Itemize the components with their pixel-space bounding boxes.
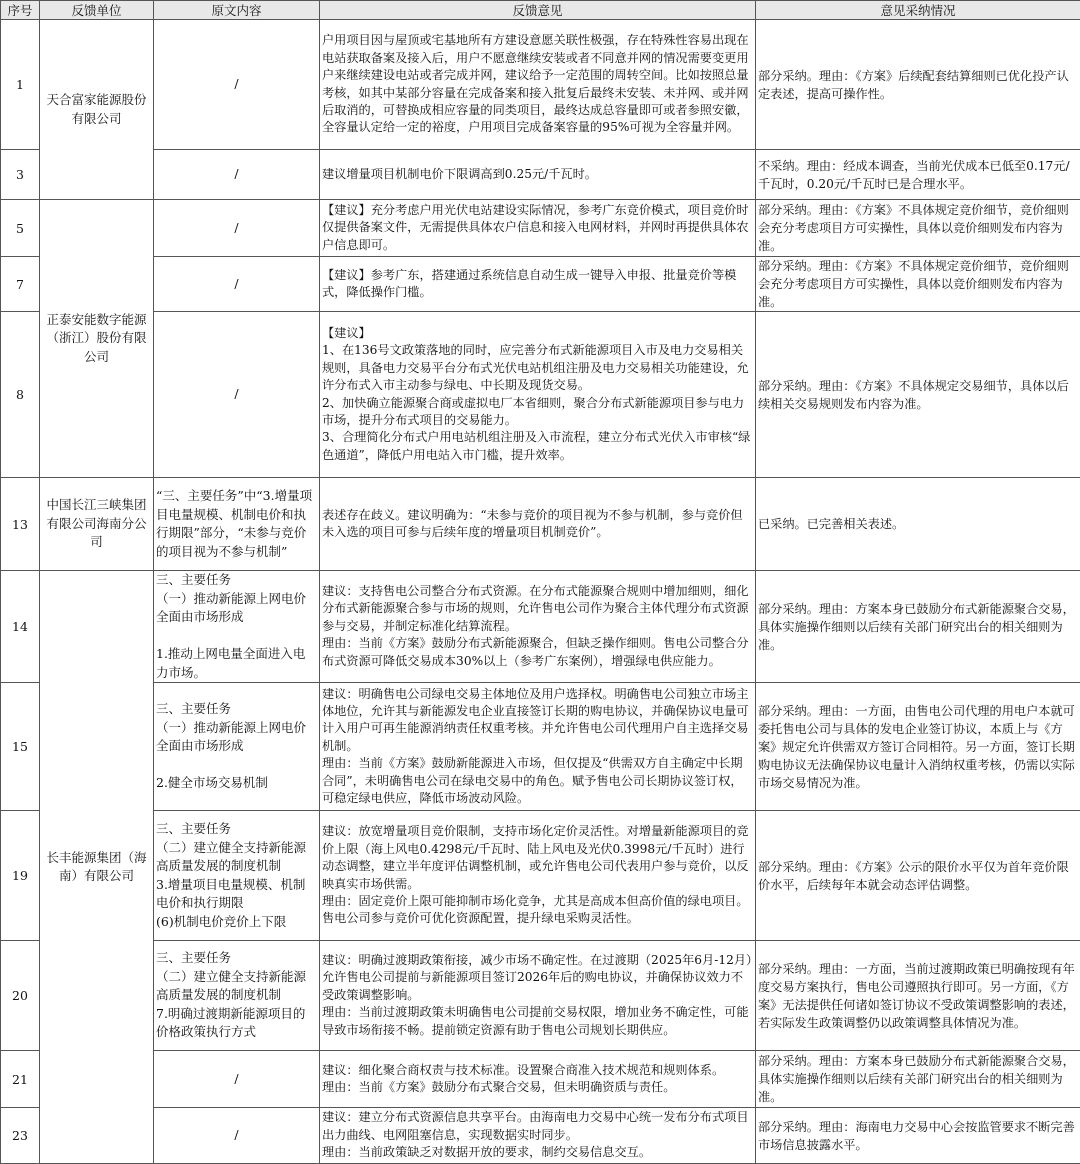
row-number: 13 bbox=[1, 478, 40, 571]
original-text: / bbox=[154, 150, 320, 200]
original-text: / bbox=[154, 1051, 320, 1108]
header-adoption: 意见采纳情况 bbox=[756, 1, 1080, 20]
row-number: 5 bbox=[1, 200, 40, 257]
original-text: “三、主要任务”中“3.增量项目电量规模、机制电价和执行期限”部分，“未参与竞价的项目视为不参与机制” bbox=[156, 487, 317, 561]
original-text: / bbox=[154, 257, 320, 312]
feedback-text: 【建议】充分考虑户用光伏电站建设实际情况，参考广东竞价模式，项目竞价时仅提供备案文件，无需提供具体农户信息和接入电网材料，并网时再提供具体农户信息即可。 bbox=[322, 202, 753, 254]
header-feedback: 反馈意见 bbox=[320, 1, 756, 20]
header-original: 原文内容 bbox=[154, 1, 320, 20]
original-text: 三、主要任务 （二）建立健全支持新能源高质量发展的制度机制 3.增量项目电量规模、机制电价和执行期限 (6)机制电价竞价上下限 bbox=[156, 820, 317, 931]
feedback-text: 建议：细化聚合商权责与技术标准。设置聚合商准入技术规范和规则体系。 理由：当前《方案》鼓励分布式聚合交易，但未明确资质与责任。 bbox=[322, 1062, 753, 1097]
row-number: 23 bbox=[1, 1108, 40, 1164]
feedback-text: 建议：放宽增量项目竞价限制，支持市场化定价灵活性。对增量新能源项目的竞价上限（海上风电0.4298元/千瓦时、陆上风电及光伏0.3998元/千瓦时）进行动态调整，建立半年度评估调整机制，或允许售电公司代表用户参与竞价，以反映真实市场供需。 理由：固定竞价上限可能抑制市场化竞争，尤其是高成本但高价值的绿电项目。售电公司参与竞价可优化资源配置，提升绿电采购灵活性。 bbox=[322, 823, 753, 927]
table-row bbox=[1, 20, 1080, 150]
feedback-text: 建议：建立分布式资源信息共享平台。由海南电力交易中心统一发布分布式项目出力曲线、电网阻塞信息，实现数据实时同步。 理由：当前政策缺乏对数据开放的要求，制约交易信息交互。 bbox=[322, 1109, 753, 1161]
adoption-text: 部分采纳。理由：一方面，由售电公司代理的用电户本就可委托售电公司与具体的发电企业签订协议，本质上与《方案》规定允许供需双方签订合同相符。另一方面，签订长期购电协议无法确保协议电量计入消纳权重考核，仍需以实际市场交易情况为准。 bbox=[758, 702, 1078, 792]
row-number: 15 bbox=[1, 683, 40, 811]
row-number: 19 bbox=[1, 811, 40, 941]
table-row bbox=[1, 1051, 1080, 1108]
original-text: 三、主要任务 （二）建立健全支持新能源高质量发展的制度机制 7.明确过渡期新能源项目的价格政策执行方式 bbox=[156, 949, 317, 1042]
adoption-text: 部分采纳。理由：《方案》后续配套结算细则已优化投产认定表述，提高可操作性。 bbox=[758, 67, 1078, 103]
feedback-text: 建议：明确售电公司绿电交易主体地位及用户选择权。明确售电公司独立市场主体地位，允许其与新能源发电企业直接签订长期的购电协议，并确保协议电量可计入用户可再生能源消纳责任权重考核。并允许售电公司代理用户自主选择交易机制。 理由：当前《方案》鼓励新能源进入市场，但仅提及“供需双方自主确定中长期合同”，未明确售电公司在绿电交易中的角色。赋予售电公司长期协议签订权，可稳定绿电供应，降低市场波动风险。 bbox=[322, 686, 753, 808]
adoption-text: 部分采纳。理由：《方案》不具体规定竞价细节，竞价细则会充分考虑项目方可实操性，具体以竞价细则发布内容为准。 bbox=[758, 201, 1078, 255]
original-text: / bbox=[154, 200, 320, 257]
feedback-unit: 中国长江三峡集团有限公司海南分公司 bbox=[40, 478, 154, 571]
feedback-unit: 长丰能源集团（海南）有限公司 bbox=[40, 571, 154, 1164]
feedback-text: 建议：明确过渡期政策衔接，减少市场不确定性。在过渡期（2025年6月-12月）允许售电公司提前与新能源项目签订2026年后的购电协议，并确保协议效力不受政策调整影响。 理由：当前过渡期政策未明确售电公司提前交易权限，增加业务不确定性，可能导致市场衔接不畅。提前锁定资源有助于售电公司规划长期供应。 bbox=[322, 952, 753, 1039]
table-row bbox=[1, 200, 1080, 257]
feedback-text: 【建议】参考广东，搭建通过系统信息自动生成一键导入申报、批量竞价等模式，降低操作门槛。 bbox=[322, 267, 753, 302]
adoption-text: 部分采纳。理由：方案本身已鼓励分布式新能源聚合交易，具体实施操作细则以后续有关部门研究出台的相关细则为准。 bbox=[758, 600, 1078, 654]
adoption-text: 部分采纳。理由：《方案》公示的限价水平仅为首年竞价限价水平，后续每年本就会动态评估调整。 bbox=[758, 858, 1078, 894]
table-row bbox=[1, 811, 1080, 941]
adoption-text: 不采纳。理由：经成本调查，当前光伏成本已低至0.17元/千瓦时，0.20元/千瓦时已是合理水平。 bbox=[758, 157, 1078, 193]
row-number: 1 bbox=[1, 20, 40, 150]
adoption-text: 部分采纳。理由：《方案》不具体规定交易细节，具体以后续相关交易规则发布内容为准。 bbox=[758, 377, 1078, 413]
header-no: 序号 bbox=[1, 1, 40, 20]
table-row bbox=[1, 257, 1080, 312]
adoption-text: 部分采纳。理由：海南电力交易中心会按监管要求不断完善市场信息披露水平。 bbox=[758, 1118, 1078, 1154]
feedback-text: 建议：支持售电公司整合分布式资源。在分布式能源聚合规则中增加细则，细化分布式新能源聚合参与市场的规则，允许售电公司作为聚合主体代理分布式资源参与交易，并制定标准化结算流程。 理由：当前《方案》鼓励分布式新能源聚合，但缺乏操作细则。售电公司整合分布式资源可降低交易成本30%以上（参考广东案例），增强绿电供应能力。 bbox=[322, 583, 753, 670]
row-number: 3 bbox=[1, 150, 40, 200]
adoption-text: 部分采纳。理由：《方案》不具体规定竞价细节，竞价细则会充分考虑项目方可实操性，具体以竞价细则发布内容为准。 bbox=[758, 257, 1078, 311]
original-text: 三、主要任务 （一）推动新能源上网电价全面由市场形成 2.健全市场交易机制 bbox=[156, 700, 317, 793]
table-row bbox=[1, 150, 1080, 200]
row-number: 20 bbox=[1, 941, 40, 1051]
original-text: / bbox=[154, 312, 320, 478]
table-row bbox=[1, 683, 1080, 811]
feedback-text: 户用项目因与屋顶或宅基地所有方建设意愿关联性极强，存在特殊性容易出现在电站获取备案及接入后，用户不愿意继续安装或者不同意并网的情况需要变更用户来继续建设电站或者完成并网，建议给予一定范围的周转空间。比如按照总量考核，如其中某部分容量在完成备案和接入批复后最终未安装、未并网、或并网后取消的，可替换成相应容量的同类项目，最终达成总容量即可或者参照安徽，全容量认定给一定的裕度，户用项目完成备案容量的95%可视为全容量并网。 bbox=[322, 32, 753, 136]
feedback-text: 建议增量项目机制电价下限调高到0.25元/千瓦时。 bbox=[322, 166, 753, 183]
table-row bbox=[1, 571, 1080, 683]
table-row bbox=[1, 941, 1080, 1051]
table-row bbox=[1, 478, 1080, 571]
adoption-text: 部分采纳。理由：方案本身已鼓励分布式新能源聚合交易，具体实施操作细则以后续有关部门研究出台的相关细则为准。 bbox=[758, 1052, 1078, 1106]
original-text: 三、主要任务 （一）推动新能源上网电价全面由市场形成 1.推动上网电量全面进入电力市场。 bbox=[156, 571, 317, 682]
row-number: 7 bbox=[1, 257, 40, 312]
row-number: 8 bbox=[1, 312, 40, 478]
table-row bbox=[1, 1108, 1080, 1164]
row-number: 21 bbox=[1, 1051, 40, 1108]
header-unit: 反馈单位 bbox=[40, 1, 154, 20]
table-row bbox=[1, 312, 1080, 478]
original-text: / bbox=[154, 20, 320, 150]
feedback-unit: 天合富家能源股份有限公司 bbox=[40, 20, 154, 200]
header-row bbox=[1, 1, 1080, 20]
feedback-text: 【建议】 1、在136号文政策落地的同时，应完善分布式新能源项目入市及电力交易相关规则，具备电力交易平台分布式光伏电站机组注册及电力交易相关功能建设，允许分布式入市主动参与绿电、中长期及现货交易。 2、加快确立能源聚合商或虚拟电厂本省细则，聚合分布式新能源项目参与电力市场，提升分布式项目的交易能力。 3、合理简化分布式户用电站机组注册及入市流程，建立分布式光伏入市审核“绿色通道”，降低户用电站入市门槛，提升效率。 bbox=[322, 325, 753, 464]
feedback-unit: 正泰安能数字能源（浙江）股份有限公司 bbox=[40, 200, 154, 478]
original-text: / bbox=[154, 1108, 320, 1164]
feedback-text: 表述存在歧义。建议明确为：“未参与竞价的项目视为不参与机制，参与竞价但未入选的项目可参与后续年度的增量项目机制竞价”。 bbox=[322, 507, 753, 542]
row-number: 14 bbox=[1, 571, 40, 683]
adoption-text: 已采纳。已完善相关表述。 bbox=[758, 515, 1078, 533]
adoption-text: 部分采纳。理由：一方面，当前过渡期政策已明确按现有年度交易方案执行，售电公司遵照执行即可。另一方面，《方案》无法提供任何诸如签订协议不受政策调整影响的表述，若实际发生政策调整仍以政策调整具体情况为准。 bbox=[758, 960, 1078, 1032]
